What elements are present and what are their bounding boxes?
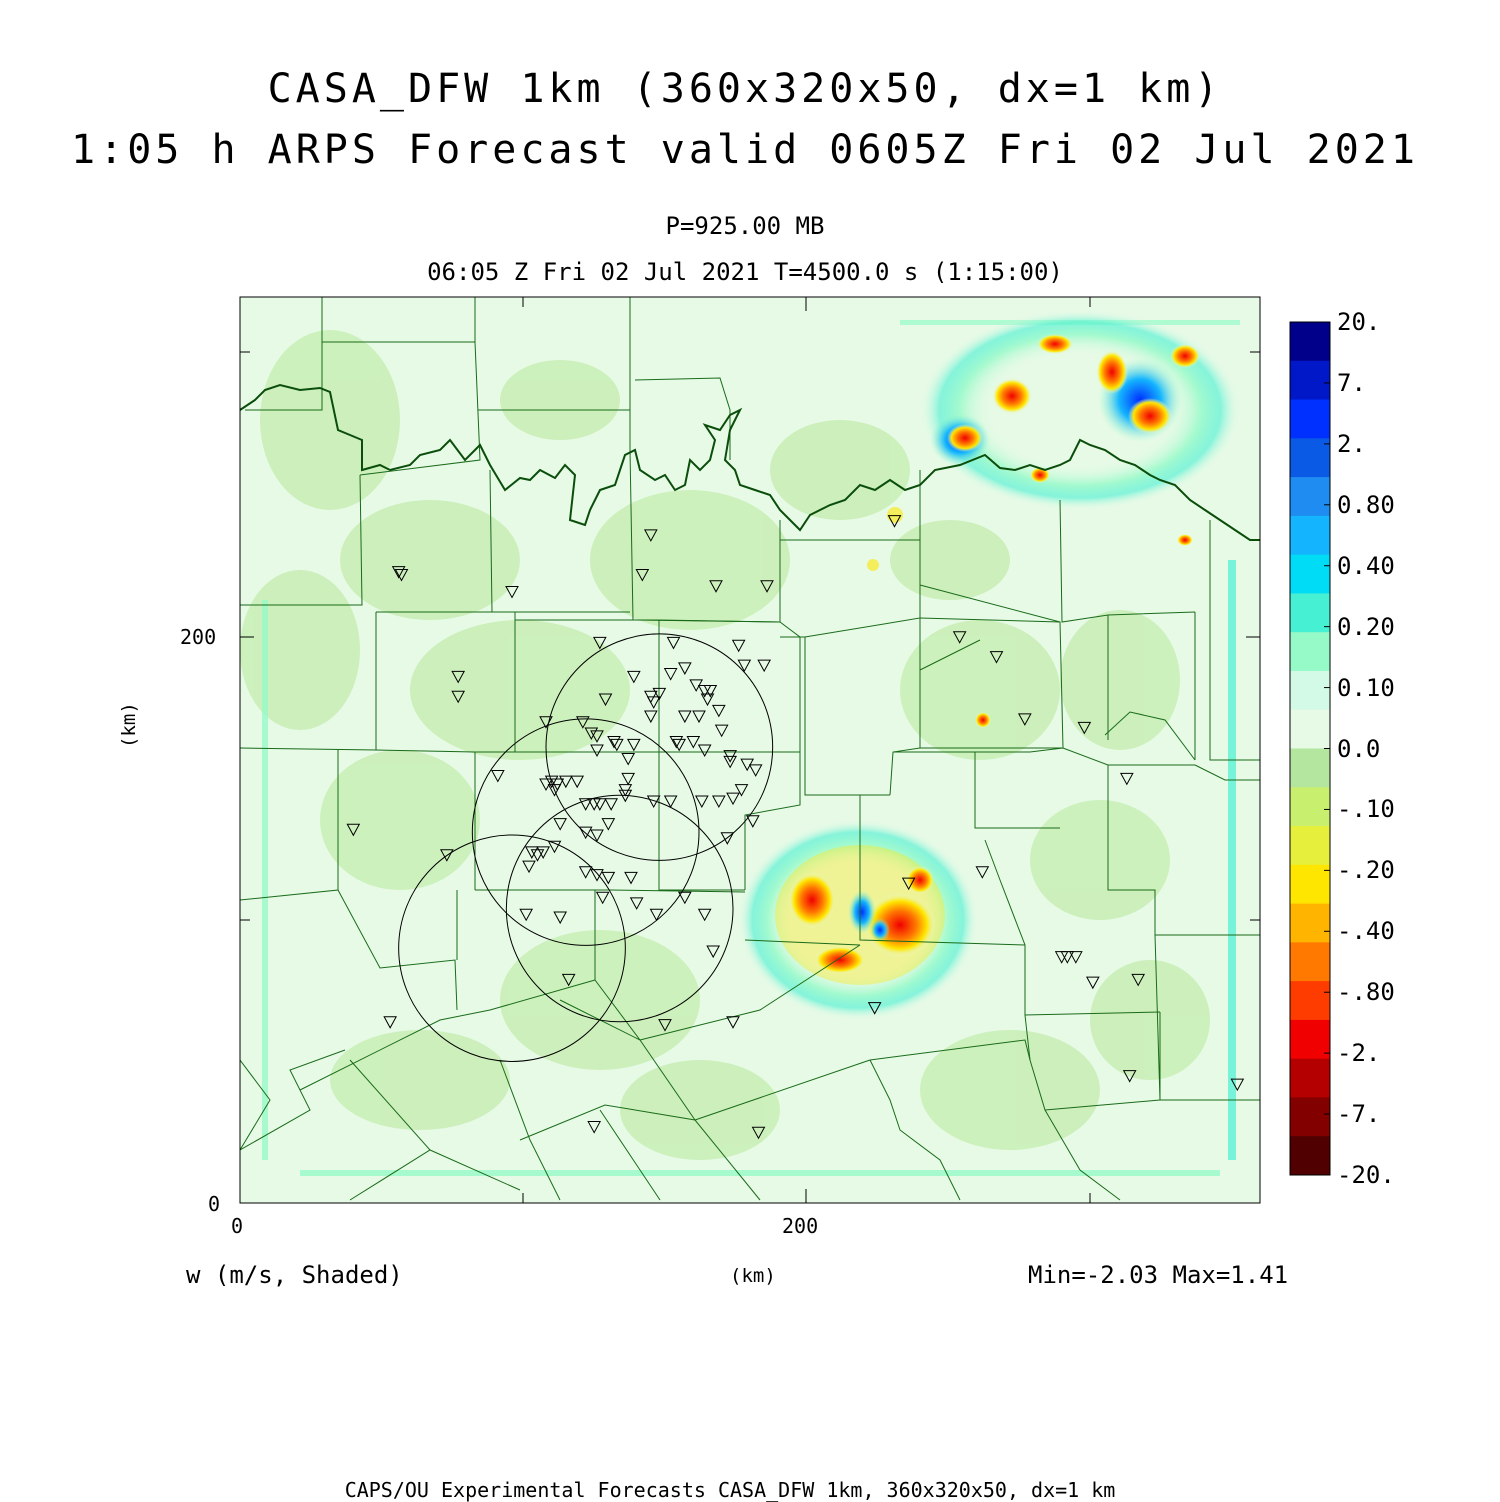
y-axis-label: (km) bbox=[118, 702, 140, 748]
footer-credit: CAPS/OU Experimental Forecasts CASA_DFW 1km, 360x320x50, dx=1 km bbox=[344, 1478, 1116, 1502]
colorbar-swatch bbox=[1290, 516, 1330, 555]
colorbar-swatch bbox=[1290, 942, 1330, 981]
title-line-2: 1:05 h ARPS Forecast valid 0605Z Fri 02 Jul 2021 bbox=[71, 127, 1419, 173]
colorbar-swatch bbox=[1290, 1097, 1330, 1136]
min-max-readout: Min=-2.03 Max=1.41 bbox=[1028, 1261, 1289, 1289]
pressure-level: P=925.00 MB bbox=[665, 212, 825, 240]
colorbar-swatch bbox=[1290, 787, 1330, 826]
colorbar-label: -2. bbox=[1337, 1039, 1381, 1068]
colorbar-swatch bbox=[1290, 632, 1330, 671]
colorbar-swatch bbox=[1290, 671, 1330, 710]
x-axis-label: (km) bbox=[730, 1265, 776, 1287]
colorbar-swatch bbox=[1290, 322, 1330, 361]
colorbar-label: 0.0 bbox=[1337, 734, 1381, 763]
colorbar-swatch bbox=[1290, 361, 1330, 400]
colorbar-label: -.10 bbox=[1337, 795, 1395, 824]
colorbar-swatch bbox=[1290, 555, 1330, 594]
colorbar-label: 0.10 bbox=[1337, 673, 1395, 702]
colorbar-label: -.40 bbox=[1337, 917, 1395, 946]
colorbar-swatch bbox=[1290, 1059, 1330, 1098]
colorbar-label: 7. bbox=[1337, 368, 1366, 397]
colorbar-swatch bbox=[1290, 477, 1330, 516]
x-tick-200: 200 bbox=[782, 1214, 819, 1238]
colorbar-label: -.80 bbox=[1337, 978, 1395, 1007]
colorbar-label: -.20 bbox=[1337, 856, 1395, 885]
colorbar-label: 0.80 bbox=[1337, 490, 1395, 519]
colorbar-swatch bbox=[1290, 1136, 1330, 1175]
colorbar bbox=[1290, 322, 1330, 1176]
x-tick-0: 0 bbox=[231, 1214, 244, 1238]
valid-time: 06:05 Z Fri 02 Jul 2021 T=4500.0 s (1:15:00) bbox=[427, 258, 1063, 286]
shaded-field bbox=[240, 297, 1260, 1203]
title-line-1: CASA_DFW 1km (360x320x50, dx=1 km) bbox=[267, 66, 1223, 112]
colorbar-swatch bbox=[1290, 749, 1330, 788]
colorbar-label: 20. bbox=[1337, 308, 1381, 336]
colorbar-label: 0.40 bbox=[1337, 551, 1395, 580]
y-tick-0: 0 bbox=[208, 1192, 221, 1216]
colorbar-label: 0.20 bbox=[1337, 612, 1395, 641]
colorbar-swatch bbox=[1290, 826, 1330, 865]
colorbar-swatch bbox=[1290, 981, 1330, 1020]
colorbar-swatch bbox=[1290, 400, 1330, 439]
colorbar-label: -7. bbox=[1337, 1100, 1381, 1129]
y-tick-200: 200 bbox=[180, 625, 217, 649]
colorbar-swatch bbox=[1290, 904, 1330, 943]
colorbar-label: -20. bbox=[1337, 1161, 1395, 1189]
colorbar-swatch bbox=[1290, 710, 1330, 749]
variable-label: w (m/s, Shaded) bbox=[186, 1261, 403, 1289]
colorbar-label: 2. bbox=[1337, 429, 1366, 458]
